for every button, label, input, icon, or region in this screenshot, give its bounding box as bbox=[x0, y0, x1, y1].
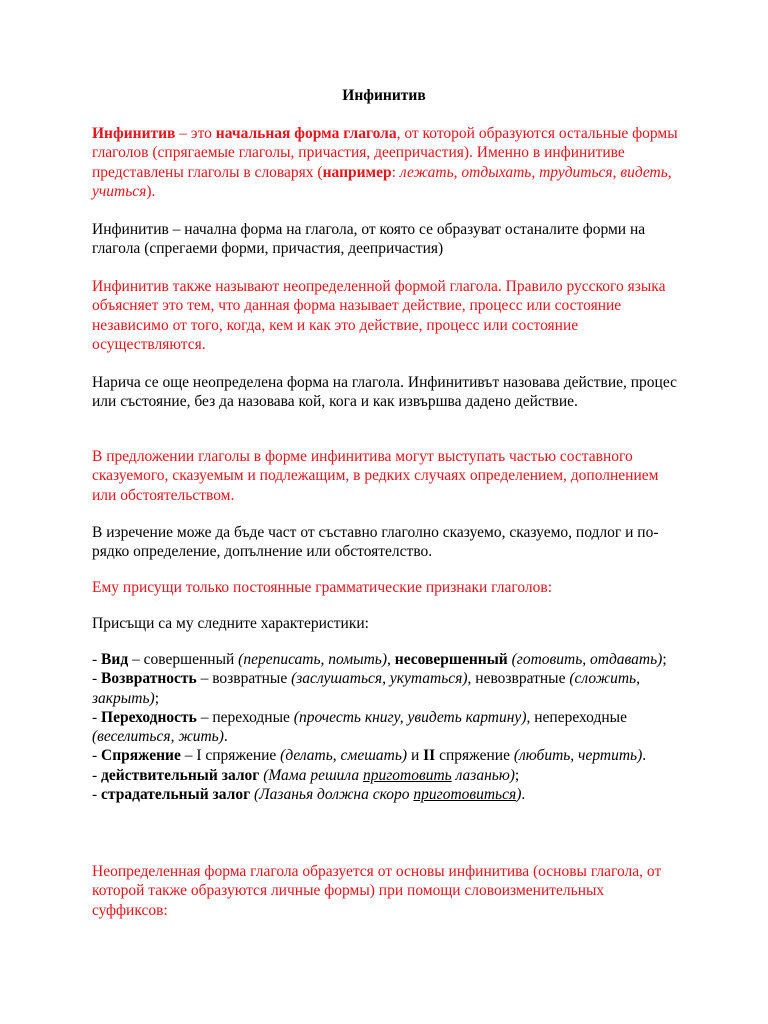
list-item-reflexivity bbox=[92, 669, 682, 708]
list-item-example: (готовить, отдавать) bbox=[511, 651, 663, 668]
paragraph-features-bg: Присъщи са му следните характеристики: bbox=[92, 615, 369, 632]
list-bullet: - bbox=[92, 786, 102, 804]
list-item-end: ; bbox=[514, 766, 520, 784]
list-bullet: - bbox=[92, 651, 102, 668]
list-item-example-underlined: приготовиться bbox=[413, 786, 517, 804]
list-bullet: - bbox=[92, 670, 102, 688]
list-item-example: (веселиться, жить) bbox=[92, 728, 224, 746]
list-item-example: (Лазанья должна скоро bbox=[254, 786, 414, 804]
list-item-example: (любить, чертить) bbox=[513, 747, 643, 765]
list-item-example: (сложить, закрыть) bbox=[92, 670, 640, 707]
list-item-text: спряжение bbox=[435, 747, 514, 765]
list-item-end: . bbox=[223, 728, 228, 746]
list-item-text: – I спряжение bbox=[180, 747, 281, 765]
paragraph-indefinite-bg: Нарича се още неопределена форма на глагола. Инфинитивът назовава действие, процес или състояние, без да назовава кой, кога и как извършва дадено действие. bbox=[92, 374, 677, 411]
list-item-label: действительный залог bbox=[101, 766, 260, 784]
paragraph-indefinite-ru: Инфинитив также называют неопределенной формой глагола. Правило русского языка объясняет это тем, что данная форма называет действие, процесс или состояние независимо от того, когда, кем и как это действие, процесс или состояние осуществляются. bbox=[92, 278, 666, 353]
paragraph-syntax-bg: В изречение може да бъде част от съставно глаголно сказуемо, сказуемо, подлог и по-рядко определение, допълнение или обстоятелство. bbox=[92, 524, 659, 561]
list-item-conjugation bbox=[92, 746, 682, 765]
features-list bbox=[92, 650, 682, 804]
paragraph-formation-ru: Неопределенная форма глагола образуется от основы инфинитива (основы глагола, от которой также образуются личные формы) при помощи словоизменительных суффиксов: bbox=[92, 863, 662, 919]
list-item-transitivity bbox=[92, 708, 682, 747]
term-initial-form: начальная форма глагола bbox=[215, 125, 397, 142]
colon-text: : bbox=[391, 163, 400, 181]
list-item-text: , непереходные bbox=[526, 708, 627, 726]
example-list: лежать, отдыхать, трудиться, видеть, учиться bbox=[92, 163, 672, 200]
paragraph-features-ru: Ему присущи только постоянные грамматические признаки глаголов: bbox=[92, 579, 552, 596]
list-item-example: лазанью) bbox=[451, 766, 515, 784]
list-item-aspect bbox=[92, 650, 682, 669]
list-item-text: – совершенный bbox=[128, 651, 239, 668]
paragraph-end: ). bbox=[146, 182, 156, 200]
list-item-label: Вид bbox=[101, 651, 129, 668]
list-item-label: Спряжение bbox=[101, 747, 181, 765]
list-item-active-voice bbox=[92, 766, 682, 785]
list-item-text: и bbox=[407, 747, 424, 765]
paragraph-definition-ru bbox=[92, 124, 682, 201]
list-item-label: II bbox=[423, 747, 436, 765]
list-item-end: . bbox=[642, 747, 647, 765]
list-item-label: несовершенный bbox=[394, 651, 508, 668]
list-item-text: , bbox=[387, 651, 395, 668]
list-item-example-underlined: приготовить bbox=[362, 766, 452, 784]
list-item-label: Переходность bbox=[101, 708, 197, 726]
definition-rest: , от которой образуются остальные формы глаголов (спрягаемые глаголы, причастия, деепричастия). Именно в инфинитиве представлены глаголы в словарях ( bbox=[92, 125, 678, 181]
list-item-passive-voice bbox=[92, 785, 682, 804]
list-item-example: (делать, смешать) bbox=[280, 747, 408, 765]
list-item-example: (переписать, помыть) bbox=[238, 651, 388, 668]
sep-text: – это bbox=[175, 125, 216, 142]
list-bullet: - bbox=[92, 747, 102, 765]
list-item-label: страдательный залог bbox=[101, 786, 251, 804]
list-item-example: ) bbox=[516, 786, 522, 804]
list-item-label: Возвратность bbox=[101, 670, 197, 688]
term-infinitive: Инфинитив bbox=[92, 125, 176, 142]
list-item-example: (прочесть книгу, увидеть картину) bbox=[293, 708, 527, 726]
paragraph-syntax-ru: В предложении глаголы в форме инфинитива могут выступать частью составного сказуемого, сказуемым и подлежащим, в редких случаях определением, дополнением или обстоятельством. bbox=[92, 448, 659, 504]
example-label: например bbox=[322, 163, 392, 181]
list-bullet: - bbox=[92, 766, 102, 784]
list-item-text: – возвратные bbox=[196, 670, 292, 688]
paragraph-definition-bg: Инфинитив – начална форма на глагола, от която се образуват останалите форми на глагола (спрегаеми форми, причастия, деепричастия) bbox=[92, 221, 646, 258]
list-item-example: (Мама решила bbox=[263, 766, 363, 784]
list-item-end: ; bbox=[154, 689, 160, 707]
list-item-example: (заслушаться, укутаться) bbox=[291, 670, 468, 688]
list-item-end: . bbox=[521, 786, 526, 804]
list-item-end: ; bbox=[662, 651, 667, 668]
page-title: Инфинитив bbox=[342, 87, 426, 104]
list-item-text: – переходные bbox=[196, 708, 294, 726]
list-bullet: - bbox=[92, 708, 102, 726]
list-item-text: , невозвратные bbox=[467, 670, 570, 688]
